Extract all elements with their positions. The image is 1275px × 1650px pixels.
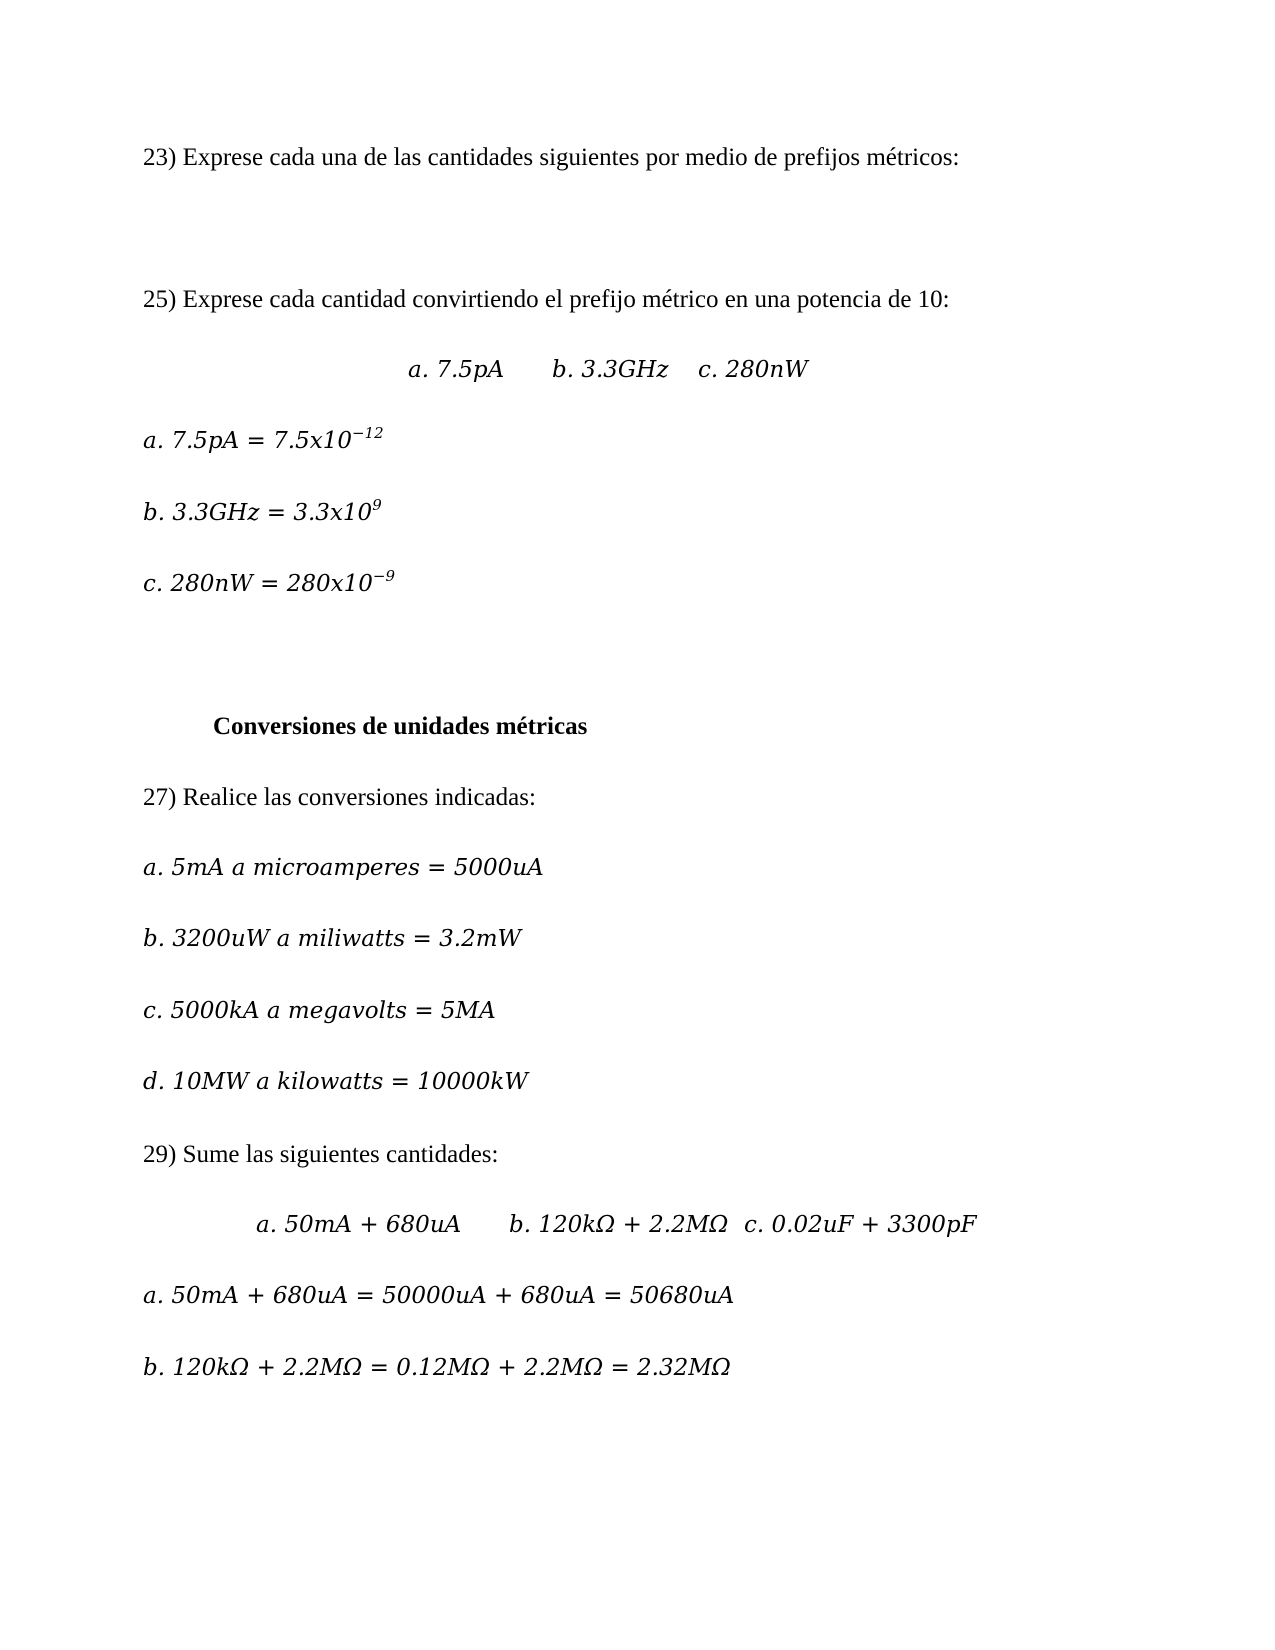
question-29-prompt: 29) Sume las siguientes cantidades:	[143, 1141, 499, 1168]
question-29-given-b: b. 120kΩ + 2.2MΩ	[509, 1212, 729, 1238]
question-27-answer-a: a. 5mA a microamperes = 5000uA	[143, 855, 544, 881]
answer-base: c. 280nW = 280x10	[143, 571, 373, 597]
section-heading: Conversiones de unidades métricas	[213, 713, 588, 740]
question-25-prompt: 25) Exprese cada cantidad convirtiendo el prefijo métrico en una potencia de 10:	[143, 286, 950, 313]
question-27-prompt: 27) Realice las conversiones indicadas:	[143, 784, 536, 811]
question-25-given-a: a. 7.5pA	[408, 357, 505, 383]
answer-exponent: 9	[372, 496, 382, 514]
answer-exponent: −9	[372, 567, 396, 585]
question-29-answer-a: a. 50mA + 680uA = 50000uA + 680uA = 50680uA	[143, 1283, 735, 1309]
question-29-given-a: a. 50mA + 680uA	[256, 1212, 462, 1238]
question-23-prompt: 23) Exprese cada una de las cantidades siguientes por medio de prefijos métricos:	[143, 144, 960, 171]
question-25-answer-c	[143, 567, 396, 597]
question-29-answer-b: b. 120kΩ + 2.2MΩ = 0.12MΩ + 2.2MΩ = 2.32MΩ	[143, 1355, 731, 1381]
question-25-given-c: c. 280nW	[698, 357, 808, 383]
question-27-answer-d: d. 10MW a kilowatts = 10000kW	[143, 1069, 528, 1095]
answer-base: b. 3.3GHz = 3.3x10	[143, 500, 373, 526]
answer-base: a. 7.5pA = 7.5x10	[143, 428, 352, 454]
question-29-given-c: c. 0.02uF + 3300pF	[744, 1212, 977, 1238]
answer-exponent: −12	[351, 424, 384, 442]
question-25-answer-b	[143, 496, 382, 526]
question-25-given-b: b. 3.3GHz	[552, 357, 669, 383]
question-27-answer-b: b. 3200uW a miliwatts = 3.2mW	[143, 926, 522, 952]
question-25-answer-a	[143, 424, 384, 454]
question-27-answer-c: c. 5000kA a megavolts = 5MA	[143, 998, 496, 1024]
